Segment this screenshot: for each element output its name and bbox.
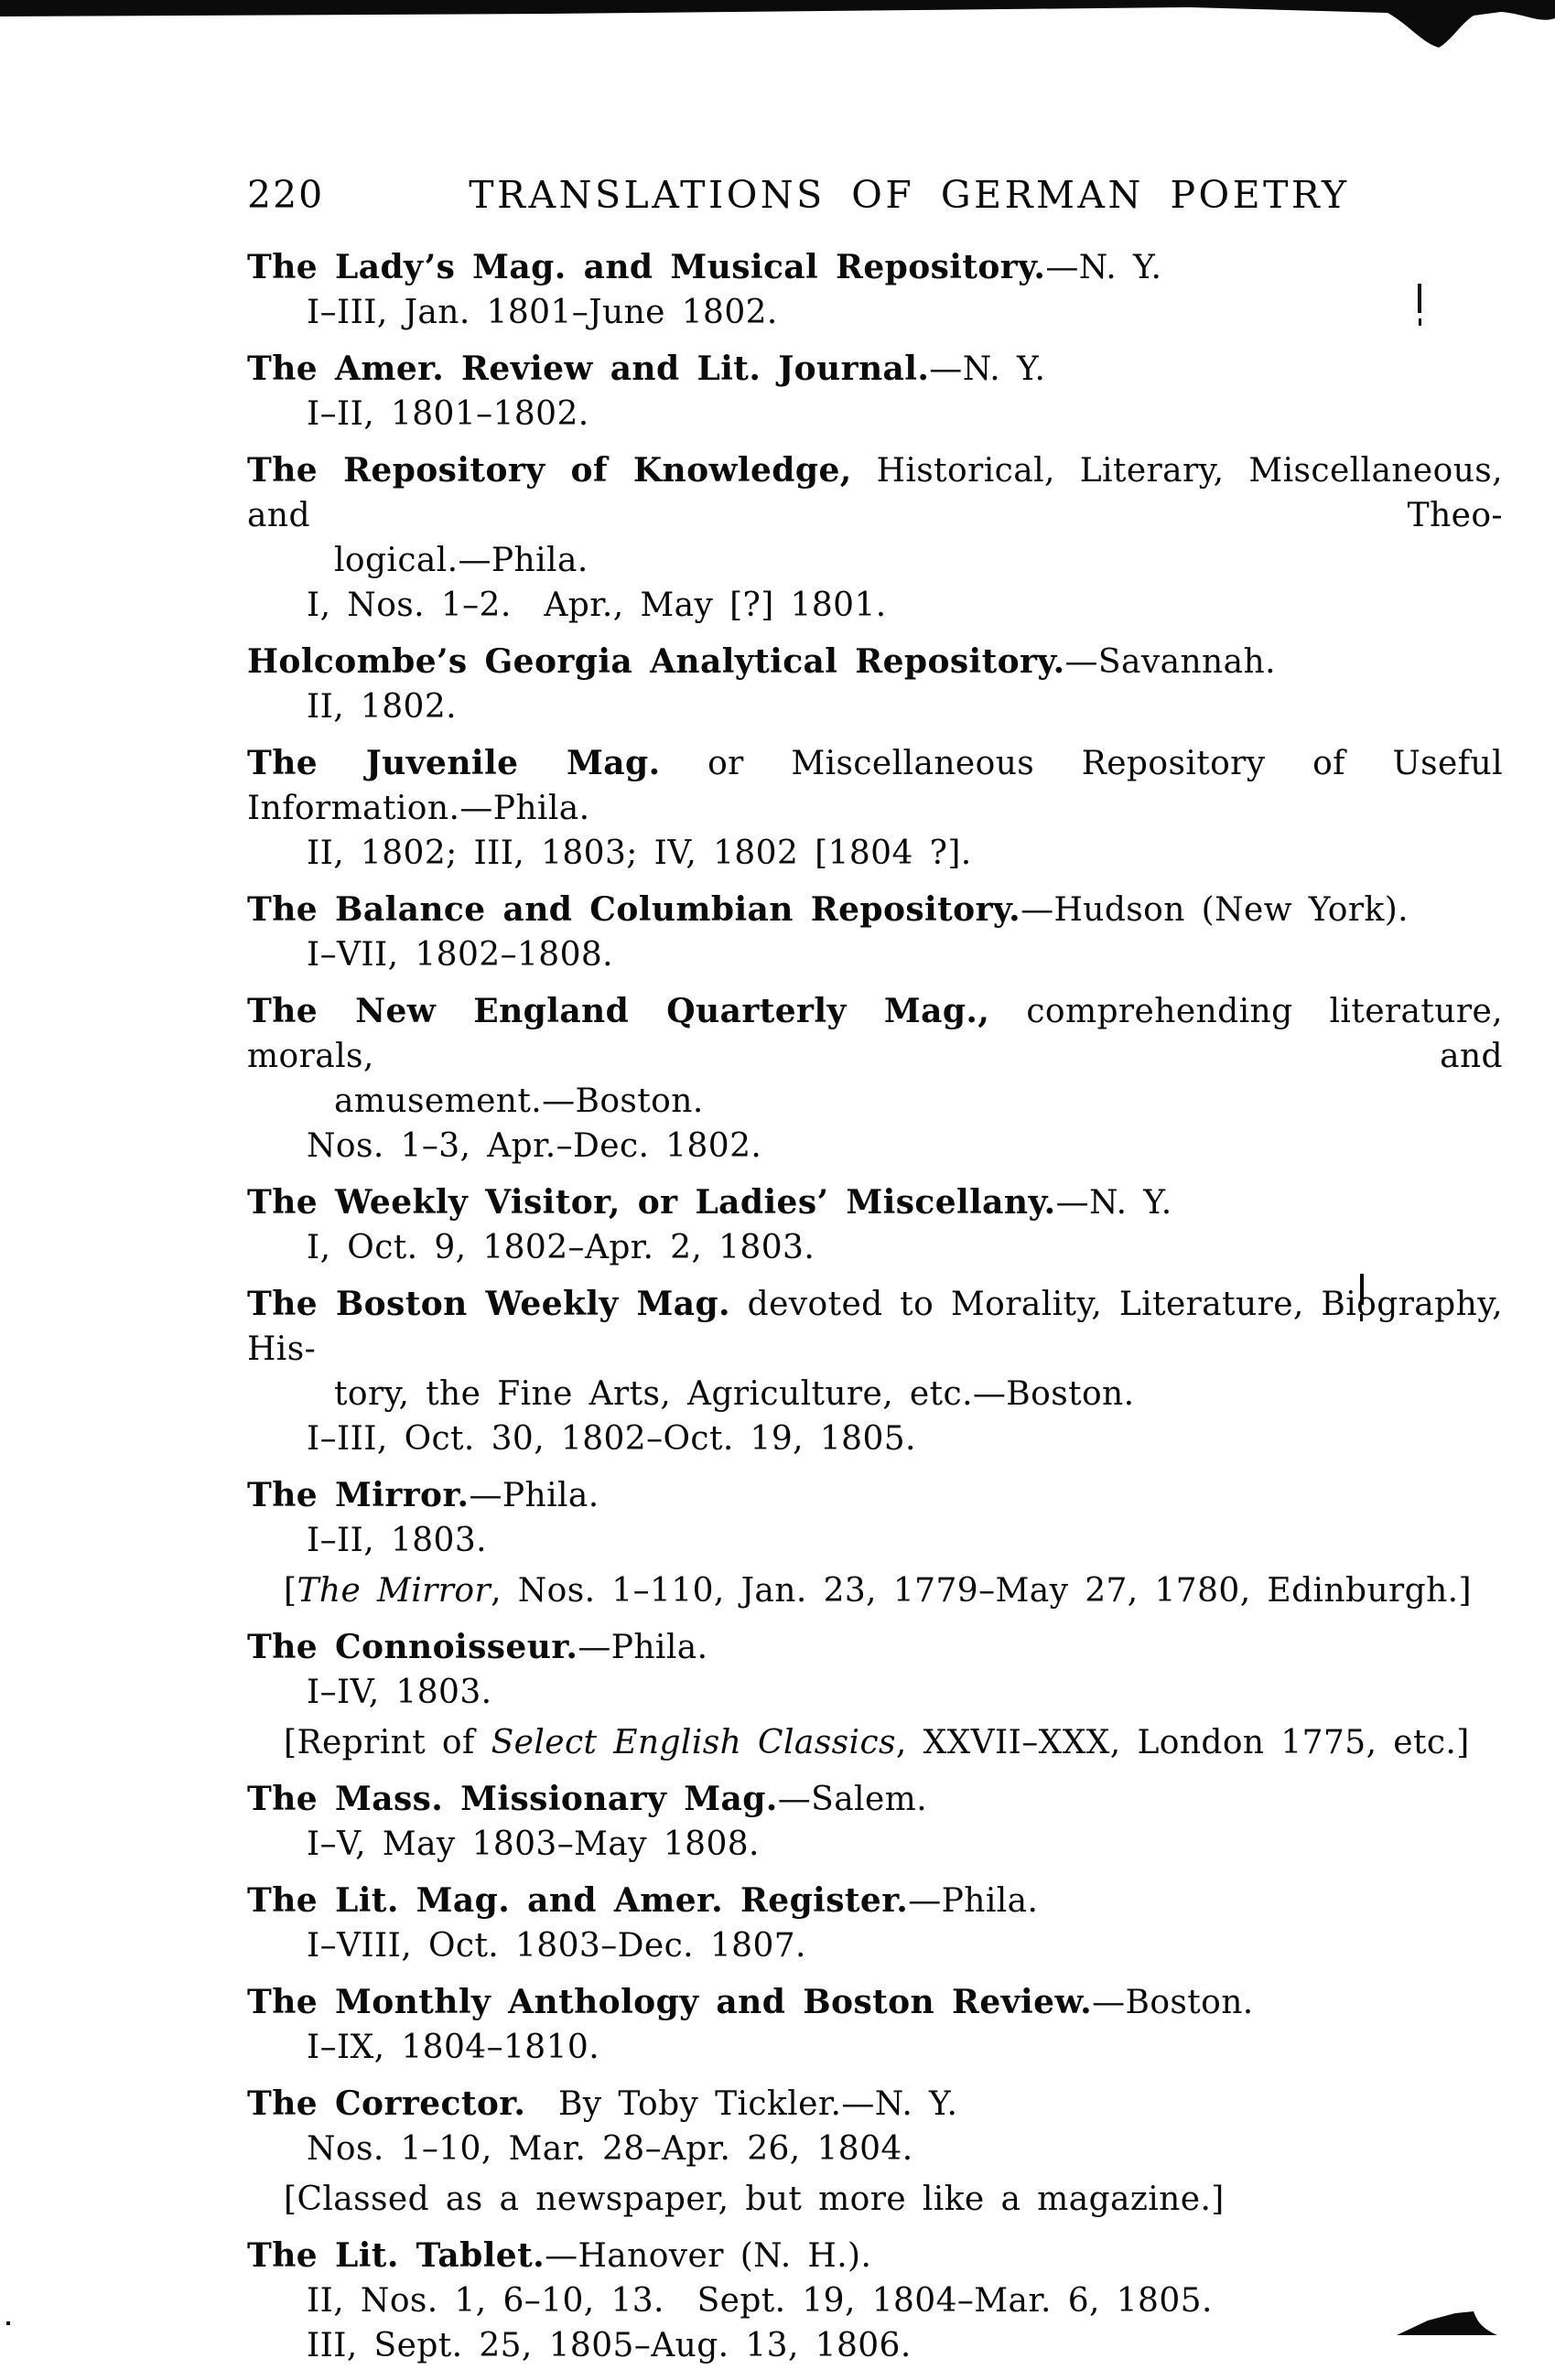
entry-title-bold: Holcombe’s Georgia Analytical Repository. [247, 642, 1065, 681]
entry-title-rest: —Salem. [777, 1781, 928, 1818]
page-header [247, 174, 1503, 216]
entry-title-bold: The Lit. Tablet. [247, 2236, 545, 2275]
entry-title [247, 2082, 1503, 2127]
bibliography-entry [247, 888, 1503, 977]
entry-detail: II, 1802. [307, 688, 457, 726]
entry-title-bold: The Repository of Knowledge, [247, 451, 852, 490]
entry-detail: II, 1802; III, 1803; IV, 1802 [1804 ?]. [307, 835, 972, 872]
entry-title-rest: or Miscellaneous Repository of Useful Information.—Phila. [247, 745, 1519, 827]
bibliography-entry [247, 1879, 1503, 1968]
entry-title [247, 888, 1503, 932]
entry-title [247, 640, 1503, 684]
bibliography-entry [247, 741, 1519, 876]
entry-detail: I–VII, 1802–1808. [307, 936, 614, 974]
entry-title-bold: The Corrector. [247, 2084, 526, 2123]
bibliography-entry [247, 1180, 1503, 1270]
bibliography-entry [247, 448, 1519, 628]
entry-detail: Nos. 1–10, Mar. 28–Apr. 26, 1804. [307, 2130, 913, 2168]
entry-title-bold: The Juvenile Mag. [247, 744, 661, 782]
entry-title-bold: The Boston Weekly Mag. [247, 1285, 730, 1323]
entry-title-continuation: amusement.—Boston. [334, 1082, 704, 1120]
entry-title [247, 245, 1503, 290]
entry-detail: I–IX, 1804–1810. [307, 2029, 600, 2066]
entry-title-bold: The Weekly Visitor, or Ladies’ Miscellany. [247, 1183, 1056, 1222]
entry-title-bold: The Lady’s Mag. and Musical Repository. [247, 248, 1046, 286]
entry-title [247, 1777, 1503, 1822]
bibliography-entry [247, 2082, 1503, 2222]
entry-title-rest: —Phila. [908, 1882, 1039, 1920]
entry-title-rest: —Hudson (New York). [1020, 891, 1409, 929]
entry-title-bold: The Amer. Review and Lit. Journal. [247, 350, 930, 388]
entry-title-rest: —N. Y. [929, 350, 1046, 388]
entry-title-rest: —Phila. [578, 1629, 708, 1666]
page-number: 220 [247, 173, 325, 217]
note-pre: [Classed as a newspaper, but more like a magazine.] [284, 2181, 1225, 2218]
note-italic: The Mirror [297, 1572, 491, 1610]
entry-title [247, 1980, 1503, 2025]
entry-detail: I–III, Oct. 30, 1802–Oct. 19, 1805. [307, 1420, 916, 1458]
entry-title-continuation: logical.—Phila. [334, 542, 589, 579]
entry-title-bold: The Balance and Columbian Repository. [247, 890, 1021, 929]
entry-detail: I–IV, 1803. [307, 1674, 492, 1711]
bibliography-entry [247, 1282, 1519, 1461]
entry-title-rest: —Boston. [1092, 1984, 1254, 2021]
entry-title [247, 989, 1519, 1079]
entry-title-continuation: tory, the Fine Arts, Agriculture, etc.—Boston. [334, 1375, 1135, 1413]
entry-title [247, 1879, 1503, 1923]
bibliography-entry [247, 989, 1519, 1168]
entry-detail: I–II, 1801–1802. [307, 395, 589, 433]
bibliography-entry [247, 347, 1503, 436]
book-page [247, 173, 1519, 2380]
entry-title-rest: —N. Y. [1055, 1184, 1172, 1222]
entry-detail: III, Sept. 25, 1805–Aug. 13, 1806. [307, 2327, 912, 2364]
note-post: , XXVII–XXX, London 1775, etc.] [895, 1724, 1470, 1761]
entry-title-rest: By Toby Tickler.—N. Y. [525, 2085, 958, 2123]
entry-detail: I–II, 1803. [307, 1522, 488, 1559]
entry-title-bold: The Monthly Anthology and Boston Review. [247, 1983, 1093, 2021]
entry-title-rest: Historical, Literary, Miscellaneous, and Theo- [247, 452, 1519, 534]
entry-title [247, 1625, 1503, 1670]
bibliography-entry [247, 1980, 1503, 2070]
entry-note [247, 2177, 1503, 2222]
entry-detail: II, Nos. 1, 6–10, 13. Sept. 19, 1804–Mar. 6, 1805. [307, 2282, 1213, 2320]
entry-title-bold: The Connoisseur. [247, 1628, 578, 1666]
entry-title-rest: comprehending literature, morals, and [247, 993, 1519, 1075]
entry-note [247, 1720, 1503, 1765]
scan-artifact-top-bar [0, 0, 1555, 55]
entry-title-bold: The New England Quarterly Mag., [247, 992, 990, 1030]
bibliography-entry [247, 1473, 1503, 1613]
entry-detail: I–V, May 1803–May 1808. [307, 1825, 760, 1863]
bibliography-entry [247, 245, 1503, 335]
entry-detail: I, Oct. 9, 1802–Apr. 2, 1803. [307, 1229, 815, 1266]
bibliography-entry [247, 1777, 1503, 1867]
entry-title-bold: The Mass. Missionary Mag. [247, 1780, 778, 1818]
entry-title [247, 448, 1519, 538]
entry-title-rest: —Savannah. [1064, 643, 1276, 681]
entry-note [247, 1568, 1503, 1613]
entry-title-rest: —Hanover (N. H.). [545, 2237, 872, 2275]
note-pre: [ [284, 1572, 297, 1610]
entry-title [247, 1282, 1519, 1372]
entry-title [247, 741, 1519, 831]
entry-title-bold: The Mirror. [247, 1476, 470, 1514]
entry-title [247, 1473, 1503, 1518]
entry-title-rest: —N. Y. [1045, 249, 1162, 286]
entry-title [247, 1180, 1503, 1225]
entry-title [247, 347, 1503, 392]
bibliography-entry [247, 640, 1503, 729]
entry-title-rest: —Phila. [469, 1477, 599, 1514]
bibliography-entry [247, 1625, 1503, 1765]
bibliography-entry [247, 2234, 1503, 2368]
note-pre: [Reprint of [284, 1724, 491, 1761]
note-italic: Select English Classics [491, 1724, 896, 1761]
running-title: TRANSLATIONS OF GERMAN POETRY [469, 173, 1350, 217]
note-post: , Nos. 1–110, Jan. 23, 1779–May 27, 1780, Edinburgh.] [491, 1572, 1472, 1610]
entry-detail: I, Nos. 1–2. Apr., May [?] 1801. [307, 587, 887, 624]
entry-title [247, 2234, 1503, 2278]
entry-detail: Nos. 1–3, Apr.–Dec. 1802. [307, 1127, 762, 1165]
entry-title-rest: devoted to Morality, Literature, Biography, His- [247, 1286, 1519, 1368]
entry-title-bold: The Lit. Mag. and Amer. Register. [247, 1881, 909, 1920]
entry-detail: I–VIII, Oct. 1803–Dec. 1807. [307, 1927, 806, 1965]
entry-detail: I–III, Jan. 1801–June 1802. [307, 294, 778, 331]
